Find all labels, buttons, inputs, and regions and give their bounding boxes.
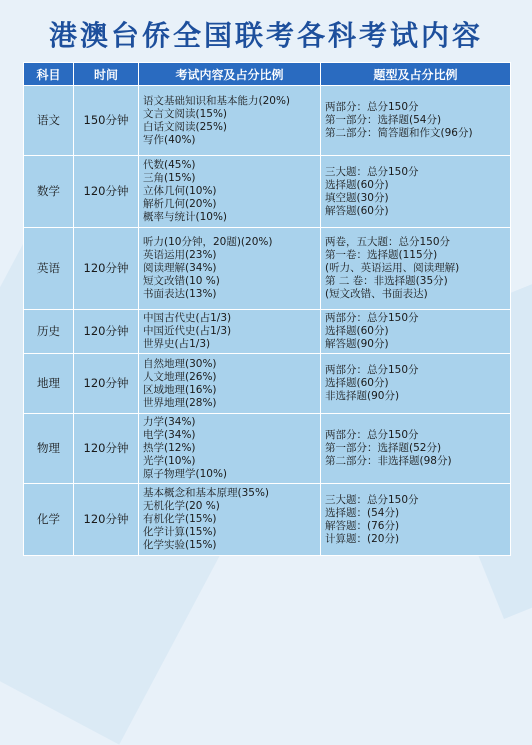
question-type-item: 选择题(60分)	[325, 325, 389, 337]
question-type-item: 两部分：总分150分	[325, 364, 419, 376]
content-cell	[139, 354, 321, 414]
question-type-item: 选择题(60分)	[325, 377, 389, 389]
question-type-cell	[321, 228, 511, 310]
content-cell	[139, 228, 321, 310]
table-header-row	[24, 63, 511, 86]
question-type-cell	[321, 354, 511, 414]
question-type-item: 两部分：总分150分	[325, 101, 419, 113]
content-item: 基本概念和基本原理(35%)	[143, 487, 270, 499]
question-type-item: 非选择题(90分)	[325, 390, 400, 402]
time-cell: 120分钟	[74, 354, 139, 414]
header-content: 考试内容及占分比例	[139, 63, 321, 86]
table-row	[24, 310, 511, 354]
content-item: 区域地理(16%)	[143, 383, 217, 396]
time-cell: 120分钟	[74, 484, 139, 556]
question-type-item: 三大题：总分150分	[325, 165, 419, 178]
header-question-types: 题型及占分比例	[321, 63, 511, 86]
content-item: 世界史(占1/3)	[143, 338, 211, 350]
question-type-item: (短文改错、书面表达)	[325, 288, 428, 300]
time-cell: 120分钟	[74, 310, 139, 354]
content-item: 代数(45%)	[143, 159, 196, 171]
question-type-item: 计算题：(20分)	[325, 532, 400, 545]
content-item: 英语运用(23%)	[143, 249, 217, 261]
question-type-item: 解答题(90分)	[325, 338, 389, 350]
question-type-item: 两部分：总分150分	[325, 429, 419, 441]
content-item: 语文基础知识和基本能力(20%)	[143, 94, 291, 107]
page-title: 港澳台侨全国联考各科考试内容	[48, 19, 483, 52]
question-type-item: 两部分：总分150分	[325, 312, 419, 324]
content-item: 短文改错(10 %)	[143, 275, 220, 287]
content-item: 写作(40%)	[143, 133, 196, 146]
header-time: 时间	[74, 63, 139, 86]
content-item: 世界地理(28%)	[143, 396, 217, 409]
question-type-item: 解答题：(76分)	[325, 519, 400, 532]
content-item: 三角(15%)	[143, 172, 196, 184]
content-cell	[139, 156, 321, 228]
content-item: 原子物理学(10%)	[143, 468, 228, 480]
subject-cell: 物理	[24, 414, 74, 484]
time-cell: 150分钟	[74, 86, 139, 156]
content-item: 光学(10%)	[143, 455, 196, 467]
question-type-item: 填空题(30分)	[325, 191, 389, 204]
question-type-item: 选择题(60分)	[325, 178, 389, 191]
question-type-cell	[321, 86, 511, 156]
content-item: 人文地理(26%)	[143, 370, 217, 383]
table-row	[24, 354, 511, 414]
content-item: 化学计算(15%)	[143, 526, 217, 538]
table-row	[24, 228, 511, 310]
question-type-cell	[321, 484, 511, 556]
content-item: 有机化学(15%)	[143, 513, 217, 525]
subject-cell: 地理	[24, 354, 74, 414]
subject-cell: 化学	[24, 484, 74, 556]
content-cell	[139, 310, 321, 354]
question-type-item: 第一部分：选择题(54分)	[325, 114, 442, 126]
exam-content-table	[23, 62, 511, 556]
question-type-item: 解答题(60分)	[325, 204, 389, 217]
content-item: 化学实验(15%)	[143, 539, 217, 551]
question-type-item: (听力、英语运用、阅读理解)	[325, 262, 460, 274]
content-item: 中国古代史(占1/3)	[143, 312, 232, 324]
subject-cell: 英语	[24, 228, 74, 310]
table-row	[24, 484, 511, 556]
content-item: 热学(12%)	[143, 442, 196, 454]
content-item: 书面表达(13%)	[143, 288, 217, 300]
question-type-cell	[321, 156, 511, 228]
content-item: 文言文阅读(15%)	[143, 107, 228, 120]
content-cell	[139, 414, 321, 484]
content-item: 无机化学(20 %)	[143, 500, 220, 512]
content-item: 立体几何(10%)	[143, 185, 217, 197]
content-item: 听力(10分钟，20题)(20%)	[143, 236, 273, 248]
content-item: 电学(34%)	[143, 429, 196, 441]
question-type-item: 两卷，五大题：总分150分	[325, 236, 451, 248]
question-type-item: 选择题：(54分)	[325, 506, 400, 519]
content-item: 自然地理(30%)	[143, 357, 217, 370]
content-cell	[139, 86, 321, 156]
content-item: 概率与统计(10%)	[143, 211, 228, 223]
time-cell: 120分钟	[74, 414, 139, 484]
table-row	[24, 414, 511, 484]
content-item: 力学(34%)	[143, 416, 196, 428]
content-item: 白话文阅读(25%)	[143, 120, 228, 133]
table-row	[24, 86, 511, 156]
question-type-cell	[321, 310, 511, 354]
subject-cell: 数学	[24, 156, 74, 228]
content-item: 解析几何(20%)	[143, 198, 217, 210]
question-type-item: 三大题：总分150分	[325, 493, 419, 506]
question-type-item: 第二部分：非选择题(98分)	[325, 455, 452, 467]
time-cell: 120分钟	[74, 228, 139, 310]
time-cell: 120分钟	[74, 156, 139, 228]
subject-cell: 历史	[24, 310, 74, 354]
table-row	[24, 156, 511, 228]
question-type-item: 第 二 卷：非选择题(35分)	[325, 275, 448, 287]
content-item: 中国近代史(占1/3)	[143, 325, 232, 337]
header-subject: 科目	[24, 63, 74, 86]
content-cell	[139, 484, 321, 556]
question-type-item: 第二部分：简答题和作文(96分)	[325, 127, 473, 139]
question-type-item: 第一卷：选择题(115分)	[325, 249, 438, 261]
question-type-cell	[321, 414, 511, 484]
subject-cell: 语文	[24, 86, 74, 156]
question-type-item: 第一部分：选择题(52分)	[325, 442, 442, 454]
content-item: 阅读理解(34%)	[143, 262, 217, 274]
